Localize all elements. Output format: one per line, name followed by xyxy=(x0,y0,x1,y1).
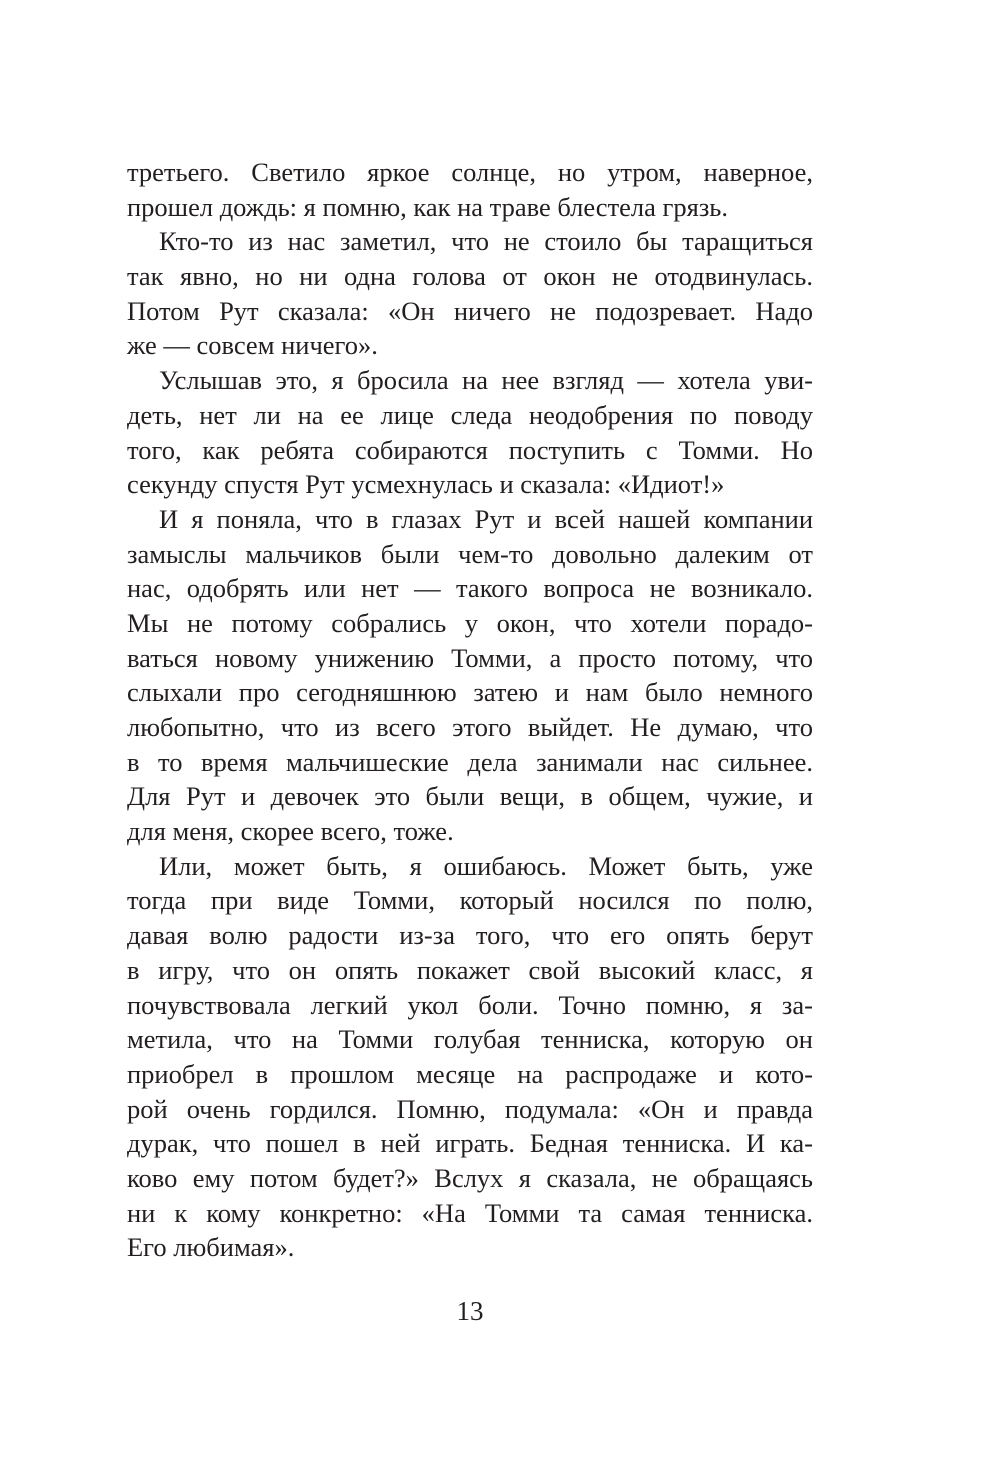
text-line: почувствовала легкий укол боли. Точно помню, я за- xyxy=(127,989,813,1020)
body-text xyxy=(127,155,813,1265)
text-line: Для Рут и девочек это были вещи, в общем, чужие, и xyxy=(127,781,813,812)
text-line: ково ему потом будет?» Вслух я сказала, не обращаясь xyxy=(127,1162,813,1193)
text-line: того, как ребята собираются поступить с Томми. Но xyxy=(127,434,813,465)
text-line: слыхали про сегодняшнюю затею и нам было немного xyxy=(127,677,813,708)
text-line: в игру, что он опять покажет свой высокий класс, я xyxy=(127,954,813,985)
text-line: в то время мальчишеские дела занимали нас сильнее. xyxy=(127,746,813,777)
text-line: ни к кому конкретно: «На Томми та самая тенниска. xyxy=(127,1197,813,1228)
paragraph xyxy=(127,224,813,363)
text-line: Потом Рут сказала: «Он ничего не подозревает. Надо xyxy=(127,295,813,326)
paragraph xyxy=(127,363,813,502)
text-line: ваться новому унижению Томми, а просто потому, что xyxy=(127,642,813,673)
text-line: деть, нет ли на ее лице следа неодобрения по поводу xyxy=(127,399,813,430)
text-line: рой очень гордился. Помню, подумала: «Он и правда xyxy=(127,1093,813,1124)
text-line: Кто-то из нас заметил, что не стоило бы таращиться xyxy=(159,226,813,257)
text-line: Или, может быть, я ошибаюсь. Может быть, уже xyxy=(159,850,813,881)
paragraph xyxy=(127,155,813,224)
paragraph xyxy=(127,502,813,849)
text-line: метила, что на Томми голубая тенниска, которую он xyxy=(127,1024,813,1055)
text-line: же — совсем ничего». xyxy=(127,330,378,361)
text-line: дурак, что пошел в ней играть. Бедная тенниска. И ка- xyxy=(127,1128,813,1159)
text-line: Мы не потому собрались у окон, что хотели порадо- xyxy=(127,607,813,638)
text-line: секунду спустя Рут усмехнулась и сказала: «Идиот!» xyxy=(127,469,725,500)
text-line: третьего. Светило яркое солнце, но утром, наверное, xyxy=(127,157,813,187)
text-line: давая волю радости из-за того, что его опять берут xyxy=(127,920,813,951)
text-line: тогда при виде Томми, который носился по полю, xyxy=(127,885,813,916)
text-line: приобрел в прошлом месяце на распродаже и кото- xyxy=(127,1058,813,1089)
text-line: так явно, но ни одна голова от окон не отодвинулась. xyxy=(127,261,813,292)
text-line: И я поняла, что в глазах Рут и всей нашей компании xyxy=(159,503,813,534)
text-line: нас, одобрять или нет — такого вопроса не возникало. xyxy=(127,573,813,604)
text-line: Услышав это, я бросила на нее взгляд — хотела уви- xyxy=(159,365,813,396)
text-line: для меня, скорее всего, тоже. xyxy=(127,816,454,847)
paragraph xyxy=(127,849,813,1265)
text-line: прошел дождь: я помню, как на траве блестела грязь. xyxy=(127,191,729,222)
text-line: замыслы мальчиков были чем-то довольно далеким от xyxy=(127,538,813,569)
page-number: 13 xyxy=(456,1296,484,1326)
text-line: любопытно, что из всего этого выйдет. Не думаю, что xyxy=(127,712,813,742)
text-line: Его любимая». xyxy=(127,1232,295,1263)
